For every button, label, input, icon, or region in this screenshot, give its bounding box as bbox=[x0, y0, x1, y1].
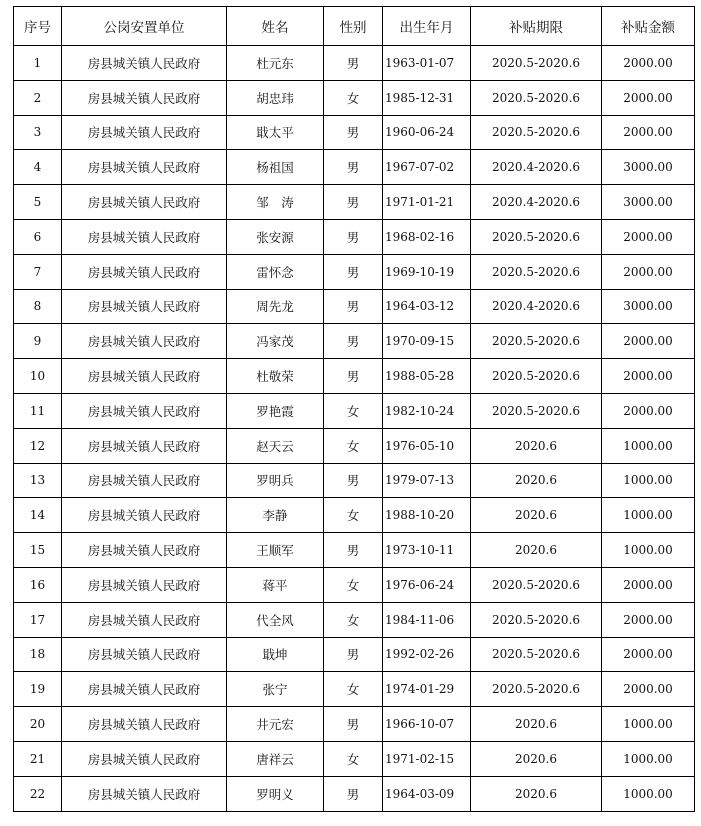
cell-birth: 1963-01-07 bbox=[383, 46, 471, 81]
cell-amount: 2000.00 bbox=[602, 46, 695, 81]
cell-index: 21 bbox=[14, 741, 62, 776]
cell-name: 代全风 bbox=[227, 602, 324, 637]
table-row bbox=[14, 637, 695, 672]
cell-amount: 3000.00 bbox=[602, 289, 695, 324]
cell-name: 张安源 bbox=[227, 219, 324, 254]
cell-index: 18 bbox=[14, 637, 62, 672]
cell-gender: 男 bbox=[324, 289, 383, 324]
cell-unit: 房县城关镇人民政府 bbox=[62, 567, 227, 602]
cell-period: 2020.4-2020.6 bbox=[471, 289, 602, 324]
cell-period: 2020.5-2020.6 bbox=[471, 115, 602, 150]
header-index: 序号 bbox=[14, 7, 62, 46]
table-body bbox=[14, 46, 695, 812]
cell-birth: 1988-05-28 bbox=[383, 359, 471, 394]
cell-index: 12 bbox=[14, 428, 62, 463]
subsidy-table bbox=[13, 6, 695, 812]
cell-gender: 男 bbox=[324, 115, 383, 150]
cell-gender: 女 bbox=[324, 393, 383, 428]
cell-birth: 1960-06-24 bbox=[383, 115, 471, 150]
cell-birth: 1982-10-24 bbox=[383, 393, 471, 428]
cell-gender: 男 bbox=[324, 463, 383, 498]
cell-name: 张宁 bbox=[227, 672, 324, 707]
cell-unit: 房县城关镇人民政府 bbox=[62, 741, 227, 776]
cell-period: 2020.4-2020.6 bbox=[471, 185, 602, 220]
cell-birth: 1988-10-20 bbox=[383, 498, 471, 533]
cell-period: 2020.5-2020.6 bbox=[471, 324, 602, 359]
table-row bbox=[14, 672, 695, 707]
cell-name: 邹 涛 bbox=[227, 185, 324, 220]
cell-name: 罗明义 bbox=[227, 776, 324, 811]
cell-unit: 房县城关镇人民政府 bbox=[62, 776, 227, 811]
cell-amount: 2000.00 bbox=[602, 602, 695, 637]
cell-index: 20 bbox=[14, 707, 62, 742]
cell-birth: 1976-06-24 bbox=[383, 567, 471, 602]
cell-amount: 2000.00 bbox=[602, 324, 695, 359]
cell-period: 2020.5-2020.6 bbox=[471, 393, 602, 428]
cell-period: 2020.6 bbox=[471, 741, 602, 776]
cell-name: 罗明兵 bbox=[227, 463, 324, 498]
cell-index: 5 bbox=[14, 185, 62, 220]
cell-unit: 房县城关镇人民政府 bbox=[62, 393, 227, 428]
subsidy-document bbox=[13, 6, 684, 812]
cell-index: 7 bbox=[14, 254, 62, 289]
cell-gender: 男 bbox=[324, 707, 383, 742]
cell-birth: 1967-07-02 bbox=[383, 150, 471, 185]
cell-amount: 1000.00 bbox=[602, 776, 695, 811]
cell-period: 2020.6 bbox=[471, 533, 602, 568]
cell-unit: 房县城关镇人民政府 bbox=[62, 533, 227, 568]
cell-index: 10 bbox=[14, 359, 62, 394]
cell-name: 冯家茂 bbox=[227, 324, 324, 359]
cell-gender: 女 bbox=[324, 567, 383, 602]
cell-unit: 房县城关镇人民政府 bbox=[62, 219, 227, 254]
cell-birth: 1966-10-07 bbox=[383, 707, 471, 742]
cell-unit: 房县城关镇人民政府 bbox=[62, 428, 227, 463]
cell-name: 胡忠玮 bbox=[227, 80, 324, 115]
table-row bbox=[14, 150, 695, 185]
cell-birth: 1992-02-26 bbox=[383, 637, 471, 672]
cell-birth: 1979-07-13 bbox=[383, 463, 471, 498]
cell-unit: 房县城关镇人民政府 bbox=[62, 80, 227, 115]
cell-gender: 男 bbox=[324, 185, 383, 220]
cell-name: 王顺军 bbox=[227, 533, 324, 568]
cell-gender: 男 bbox=[324, 359, 383, 394]
cell-name: 蒋平 bbox=[227, 567, 324, 602]
cell-gender: 男 bbox=[324, 254, 383, 289]
cell-index: 4 bbox=[14, 150, 62, 185]
cell-gender: 女 bbox=[324, 80, 383, 115]
cell-amount: 2000.00 bbox=[602, 115, 695, 150]
cell-index: 13 bbox=[14, 463, 62, 498]
cell-name: 戢坤 bbox=[227, 637, 324, 672]
cell-unit: 房县城关镇人民政府 bbox=[62, 324, 227, 359]
header-name: 姓名 bbox=[227, 7, 324, 46]
cell-index: 14 bbox=[14, 498, 62, 533]
cell-birth: 1969-10-19 bbox=[383, 254, 471, 289]
cell-amount: 3000.00 bbox=[602, 185, 695, 220]
cell-birth: 1970-09-15 bbox=[383, 324, 471, 359]
cell-unit: 房县城关镇人民政府 bbox=[62, 602, 227, 637]
cell-period: 2020.6 bbox=[471, 707, 602, 742]
cell-period: 2020.5-2020.6 bbox=[471, 254, 602, 289]
cell-name: 杜元东 bbox=[227, 46, 324, 81]
cell-unit: 房县城关镇人民政府 bbox=[62, 254, 227, 289]
cell-birth: 1974-01-29 bbox=[383, 672, 471, 707]
cell-index: 19 bbox=[14, 672, 62, 707]
cell-amount: 1000.00 bbox=[602, 498, 695, 533]
table-row bbox=[14, 707, 695, 742]
cell-gender: 男 bbox=[324, 533, 383, 568]
cell-amount: 3000.00 bbox=[602, 150, 695, 185]
cell-birth: 1973-10-11 bbox=[383, 533, 471, 568]
cell-unit: 房县城关镇人民政府 bbox=[62, 185, 227, 220]
cell-unit: 房县城关镇人民政府 bbox=[62, 46, 227, 81]
cell-name: 周先龙 bbox=[227, 289, 324, 324]
cell-gender: 男 bbox=[324, 324, 383, 359]
cell-amount: 2000.00 bbox=[602, 393, 695, 428]
cell-name: 李静 bbox=[227, 498, 324, 533]
table-row bbox=[14, 393, 695, 428]
table-row bbox=[14, 428, 695, 463]
cell-birth: 1964-03-09 bbox=[383, 776, 471, 811]
header-birth: 出生年月 bbox=[383, 7, 471, 46]
cell-period: 2020.6 bbox=[471, 463, 602, 498]
cell-period: 2020.6 bbox=[471, 498, 602, 533]
cell-name: 井元宏 bbox=[227, 707, 324, 742]
cell-gender: 女 bbox=[324, 498, 383, 533]
header-amount: 补贴金额 bbox=[602, 7, 695, 46]
cell-index: 9 bbox=[14, 324, 62, 359]
cell-amount: 2000.00 bbox=[602, 637, 695, 672]
cell-name: 雷怀念 bbox=[227, 254, 324, 289]
table-row bbox=[14, 741, 695, 776]
cell-index: 3 bbox=[14, 115, 62, 150]
table-row bbox=[14, 115, 695, 150]
cell-unit: 房县城关镇人民政府 bbox=[62, 150, 227, 185]
table-row bbox=[14, 776, 695, 811]
cell-amount: 2000.00 bbox=[602, 359, 695, 394]
cell-index: 17 bbox=[14, 602, 62, 637]
cell-period: 2020.5-2020.6 bbox=[471, 219, 602, 254]
cell-amount: 1000.00 bbox=[602, 428, 695, 463]
table-row bbox=[14, 463, 695, 498]
cell-unit: 房县城关镇人民政府 bbox=[62, 289, 227, 324]
table-row bbox=[14, 533, 695, 568]
cell-unit: 房县城关镇人民政府 bbox=[62, 672, 227, 707]
table-row bbox=[14, 359, 695, 394]
cell-index: 8 bbox=[14, 289, 62, 324]
cell-birth: 1964-03-12 bbox=[383, 289, 471, 324]
table-row bbox=[14, 602, 695, 637]
cell-unit: 房县城关镇人民政府 bbox=[62, 359, 227, 394]
cell-period: 2020.5-2020.6 bbox=[471, 46, 602, 81]
cell-name: 戢太平 bbox=[227, 115, 324, 150]
cell-birth: 1968-02-16 bbox=[383, 219, 471, 254]
cell-index: 11 bbox=[14, 393, 62, 428]
cell-amount: 1000.00 bbox=[602, 463, 695, 498]
cell-index: 15 bbox=[14, 533, 62, 568]
cell-gender: 男 bbox=[324, 46, 383, 81]
cell-unit: 房县城关镇人民政府 bbox=[62, 498, 227, 533]
table-row bbox=[14, 46, 695, 81]
table-header-row bbox=[14, 7, 695, 46]
cell-period: 2020.5-2020.6 bbox=[471, 567, 602, 602]
cell-gender: 女 bbox=[324, 741, 383, 776]
cell-gender: 女 bbox=[324, 428, 383, 463]
cell-birth: 1976-05-10 bbox=[383, 428, 471, 463]
cell-name: 杨祖国 bbox=[227, 150, 324, 185]
cell-birth: 1984-11-06 bbox=[383, 602, 471, 637]
cell-period: 2020.5-2020.6 bbox=[471, 672, 602, 707]
cell-amount: 1000.00 bbox=[602, 707, 695, 742]
cell-unit: 房县城关镇人民政府 bbox=[62, 463, 227, 498]
cell-amount: 1000.00 bbox=[602, 741, 695, 776]
cell-gender: 女 bbox=[324, 602, 383, 637]
table-row bbox=[14, 185, 695, 220]
cell-period: 2020.6 bbox=[471, 776, 602, 811]
table-row bbox=[14, 289, 695, 324]
table-row bbox=[14, 567, 695, 602]
cell-index: 1 bbox=[14, 46, 62, 81]
cell-gender: 男 bbox=[324, 776, 383, 811]
cell-amount: 2000.00 bbox=[602, 254, 695, 289]
header-period: 补贴期限 bbox=[471, 7, 602, 46]
cell-amount: 2000.00 bbox=[602, 219, 695, 254]
cell-birth: 1971-02-15 bbox=[383, 741, 471, 776]
cell-gender: 男 bbox=[324, 219, 383, 254]
cell-period: 2020.5-2020.6 bbox=[471, 602, 602, 637]
cell-unit: 房县城关镇人民政府 bbox=[62, 115, 227, 150]
cell-amount: 2000.00 bbox=[602, 567, 695, 602]
cell-gender: 男 bbox=[324, 150, 383, 185]
cell-unit: 房县城关镇人民政府 bbox=[62, 707, 227, 742]
cell-name: 罗艳霞 bbox=[227, 393, 324, 428]
cell-index: 6 bbox=[14, 219, 62, 254]
cell-index: 2 bbox=[14, 80, 62, 115]
cell-amount: 1000.00 bbox=[602, 533, 695, 568]
cell-unit: 房县城关镇人民政府 bbox=[62, 637, 227, 672]
cell-name: 杜敬荣 bbox=[227, 359, 324, 394]
cell-period: 2020.5-2020.6 bbox=[471, 80, 602, 115]
cell-period: 2020.5-2020.6 bbox=[471, 637, 602, 672]
table-row bbox=[14, 498, 695, 533]
cell-gender: 女 bbox=[324, 672, 383, 707]
header-gender: 性别 bbox=[324, 7, 383, 46]
cell-gender: 男 bbox=[324, 637, 383, 672]
cell-period: 2020.4-2020.6 bbox=[471, 150, 602, 185]
cell-birth: 1971-01-21 bbox=[383, 185, 471, 220]
table-row bbox=[14, 324, 695, 359]
header-unit: 公岗安置单位 bbox=[62, 7, 227, 46]
cell-birth: 1985-12-31 bbox=[383, 80, 471, 115]
table-row bbox=[14, 80, 695, 115]
cell-index: 22 bbox=[14, 776, 62, 811]
cell-index: 16 bbox=[14, 567, 62, 602]
cell-amount: 2000.00 bbox=[602, 80, 695, 115]
table-row bbox=[14, 254, 695, 289]
cell-period: 2020.5-2020.6 bbox=[471, 359, 602, 394]
cell-period: 2020.6 bbox=[471, 428, 602, 463]
cell-name: 唐祥云 bbox=[227, 741, 324, 776]
table-row bbox=[14, 219, 695, 254]
cell-amount: 2000.00 bbox=[602, 672, 695, 707]
cell-name: 赵天云 bbox=[227, 428, 324, 463]
